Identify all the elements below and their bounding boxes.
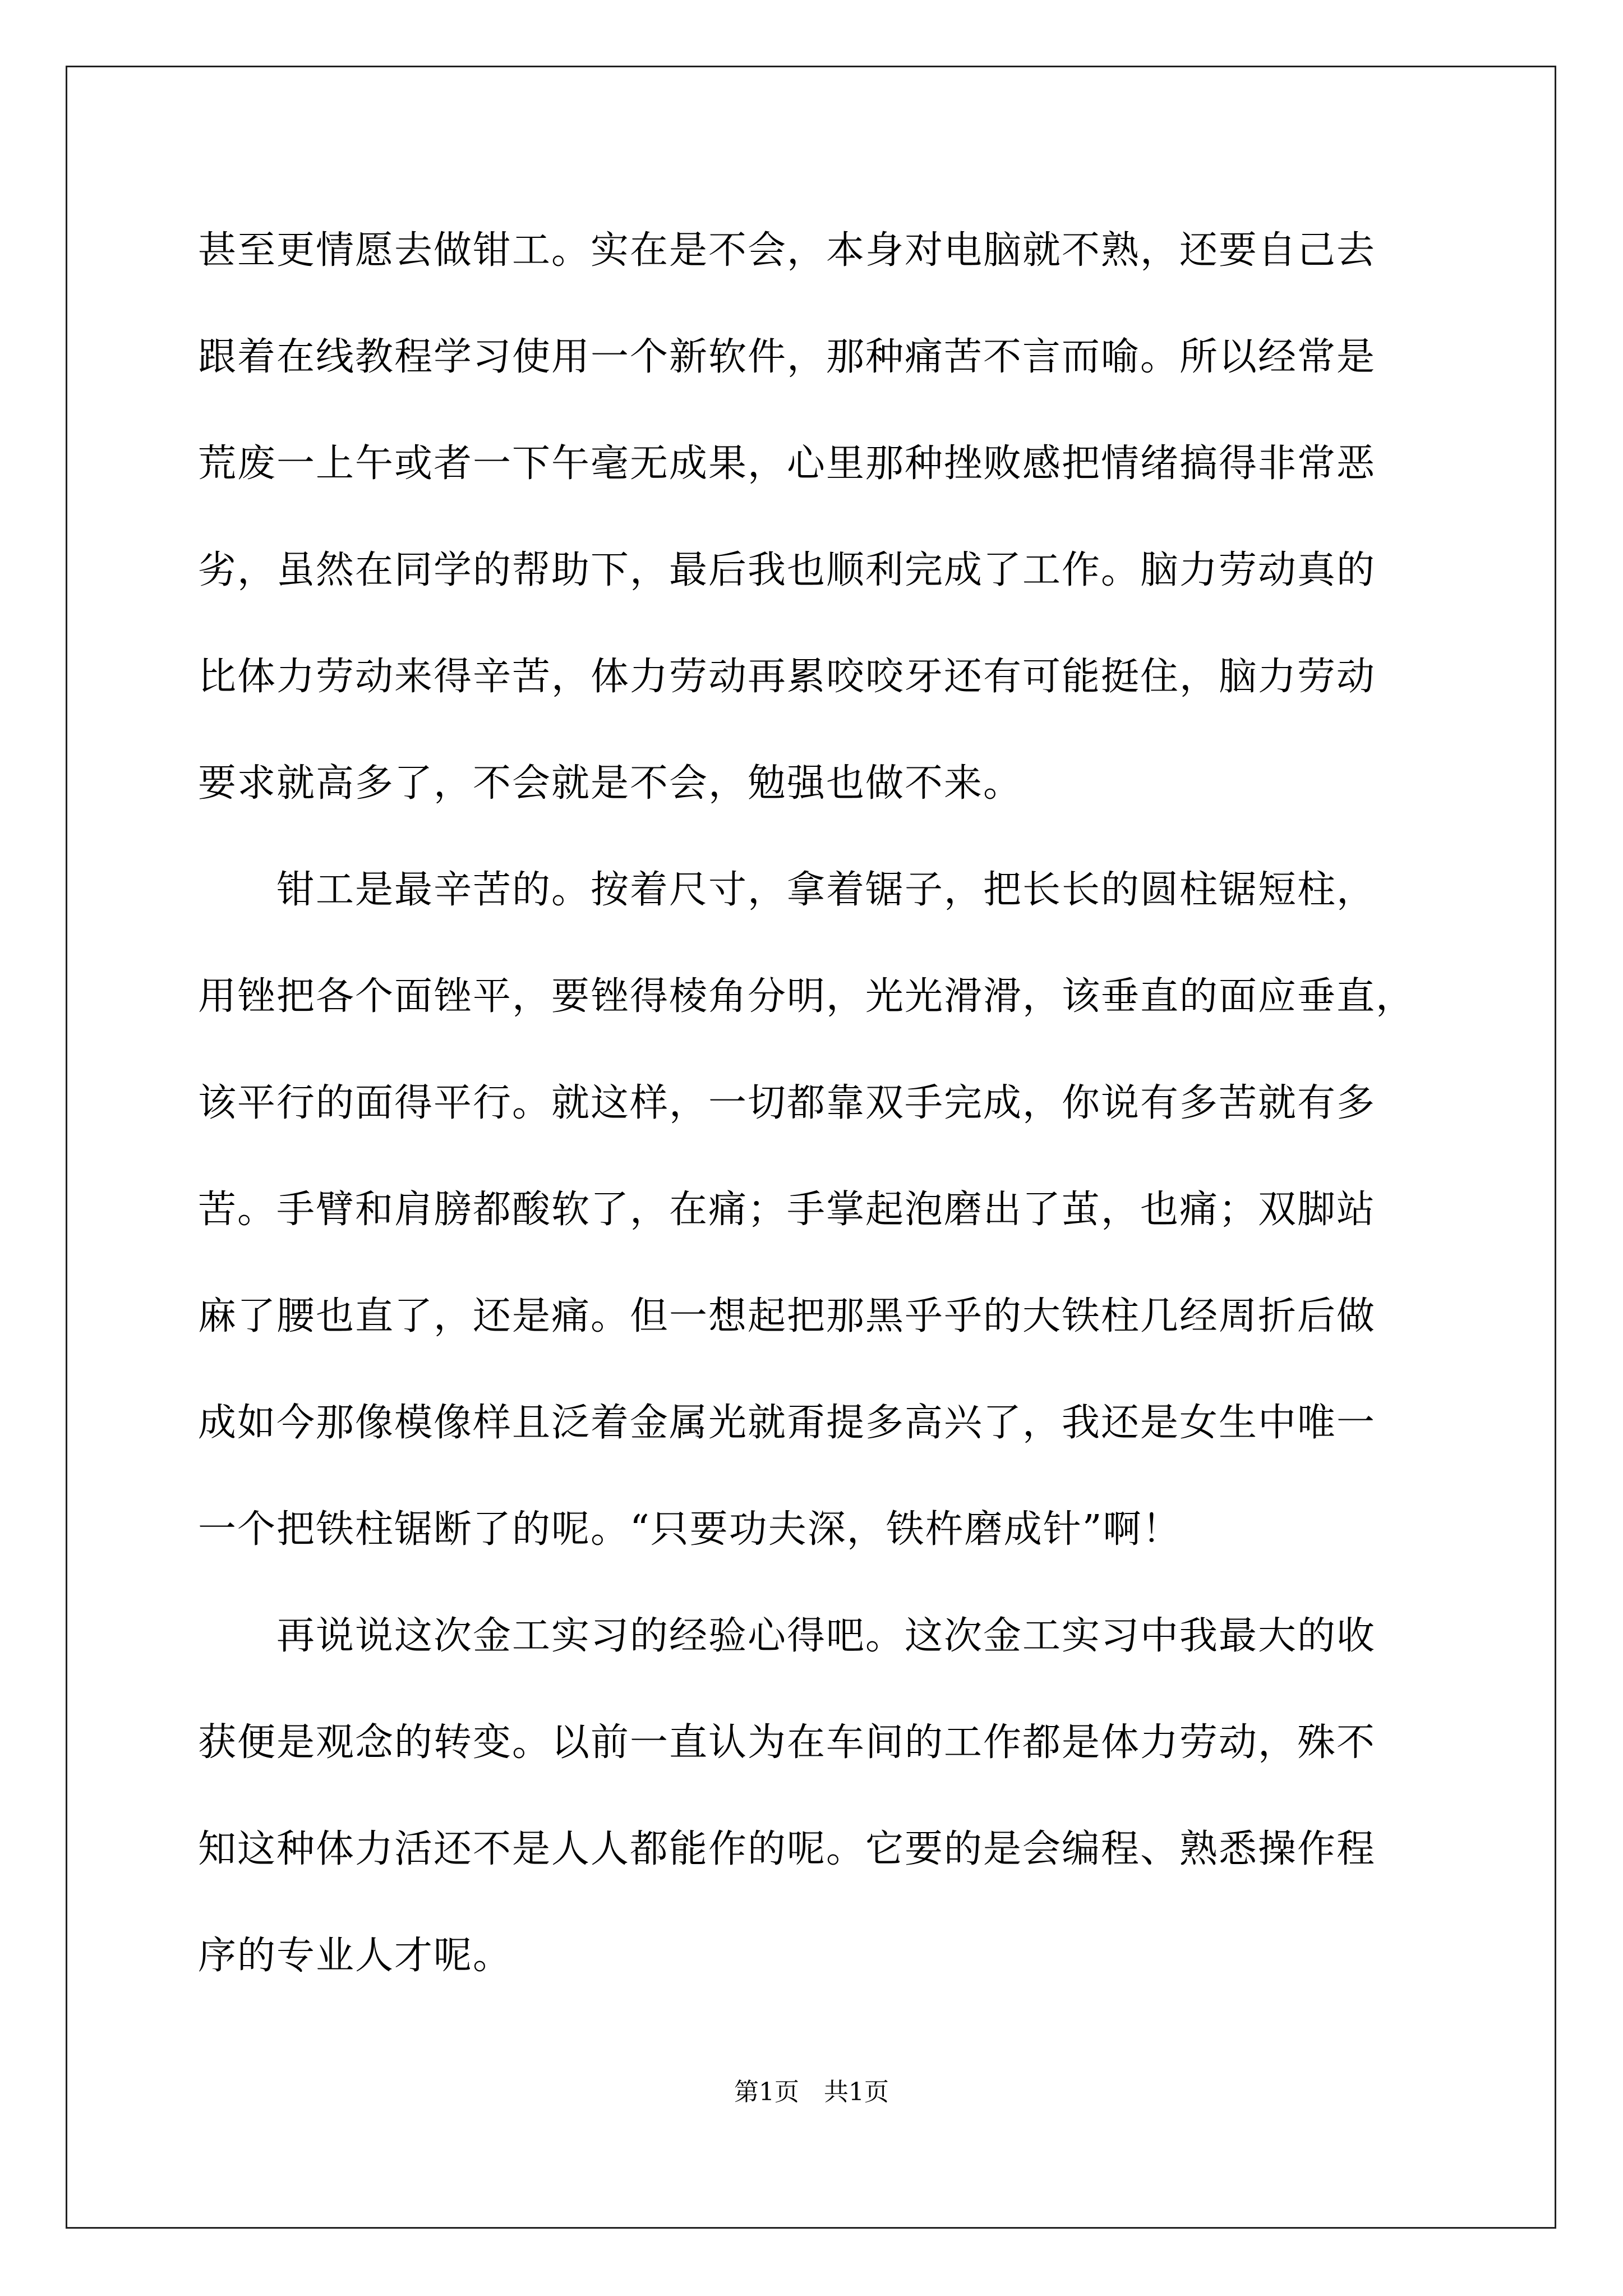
- text-line-14: 再说说这次金工实习的经验心得吧。这次金工实习中我最大的收: [198, 1614, 1376, 1658]
- text-line-4: 劣，虽然在同学的帮助下，最后我也顺利完成了工作。脑力劳动真的: [198, 548, 1376, 592]
- text-line-2: 跟着在线教程学习使用一个新软件，那种痛苦不言而喻。所以经常是: [198, 335, 1376, 379]
- text-line-17: 序的专业人才呢。: [198, 1934, 513, 1978]
- text-line-7: 钳工是最辛苦的。按着尺寸，拿着锯子，把长长的圆柱锯短柱，: [198, 868, 1376, 912]
- text-line-8: 用锉把各个面锉平，要锉得棱角分明，光光滑滑，该垂直的面应垂直，: [198, 974, 1415, 1019]
- text-line-12: 成如今那像模像样且泛着金属光就甭提多高兴了，我还是女生中唯一: [198, 1401, 1376, 1445]
- text-line-6: 要求就高多了，不会就是不会，勉强也做不来。: [198, 761, 1023, 806]
- page-footer: 第1页 共1页: [734, 2078, 889, 2106]
- text-line-9: 该平行的面得平行。就这样，一切都靠双手完成，你说有多苦就有多: [198, 1081, 1376, 1125]
- text-line-15: 获便是观念的转变。以前一直认为在车间的工作都是体力劳动，殊不: [198, 1720, 1376, 1765]
- text-line-11: 麻了腰也直了，还是痛。但一想起把那黑乎乎的大铁柱几经周折后做: [198, 1294, 1376, 1338]
- text-line-1: 甚至更情愿去做钳工。实在是不会，本身对电脑就不熟，还要自己去: [198, 228, 1376, 273]
- text-line-5: 比体力劳动来得辛苦，体力劳动再累咬咬牙还有可能挺住，脑力劳动: [198, 655, 1376, 699]
- text-line-16: 知这种体力活还不是人人都能作的呢。它要的是会编程、熟悉操作程: [198, 1827, 1376, 1871]
- page-border: [66, 66, 1556, 2229]
- text-line-10: 苦。手臂和肩膀都酸软了，在痛；手掌起泡磨出了茧，也痛；双脚站: [198, 1188, 1376, 1232]
- text-line-3: 荒废一上午或者一下午毫无成果，心里那种挫败感把情绪搞得非常恶: [198, 441, 1376, 486]
- text-line-13: 一个把铁柱锯断了的呢。“只要功夫深，铁杵磨成针”啊！: [198, 1507, 1182, 1552]
